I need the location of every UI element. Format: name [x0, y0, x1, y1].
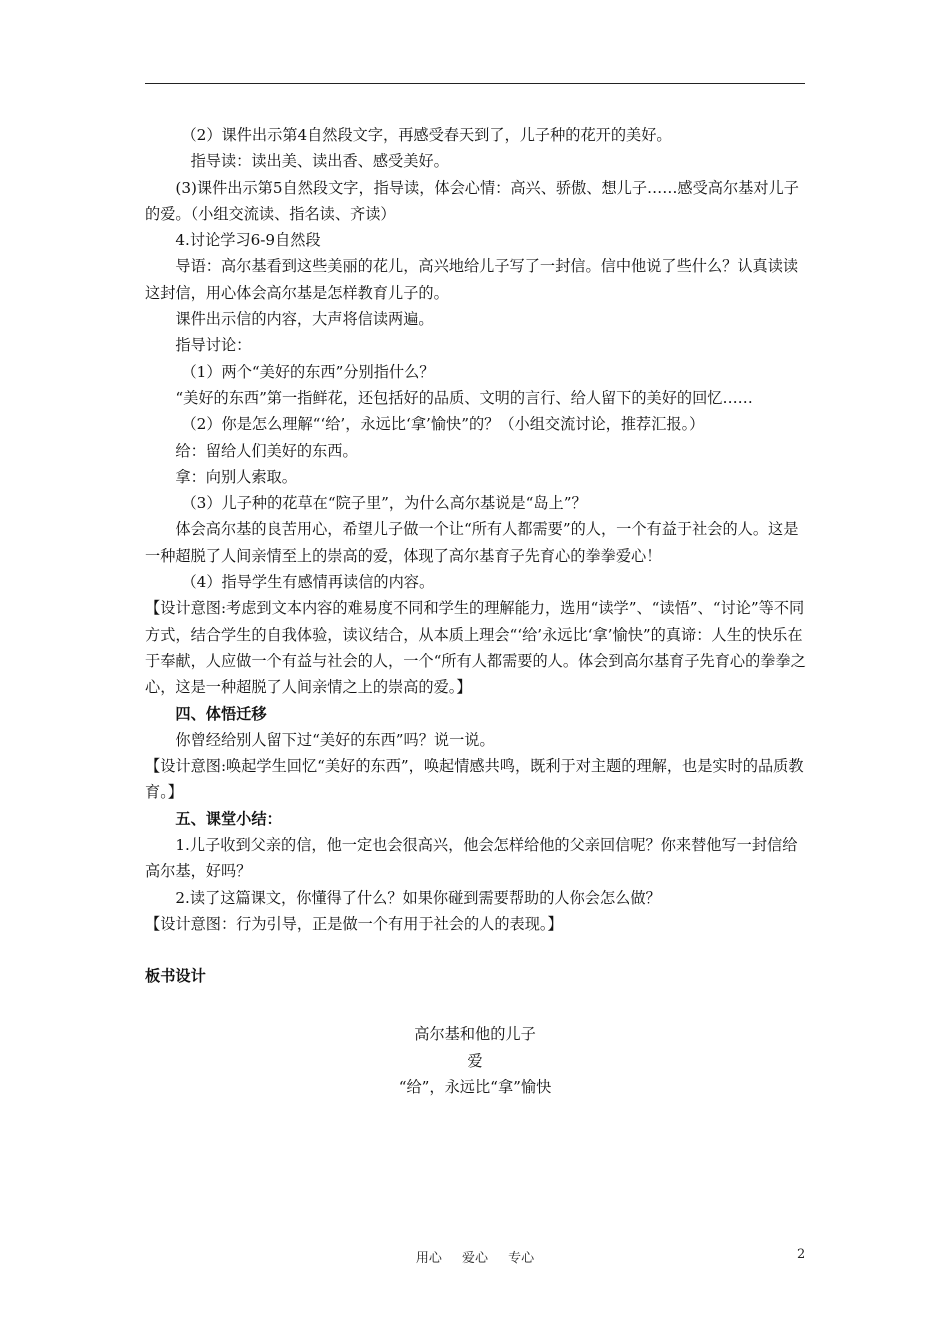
design-intent-note: 【设计意图:唤起学生回忆“美好的东西”，唤起情感共鸣，既利于对主题的理解，也是实时的品质教育。】	[145, 757, 804, 802]
paragraph: 指导讨论：	[175, 336, 252, 355]
board-line: “给”，永远比“拿”愉快	[398, 1078, 552, 1096]
section-heading: 4.讨论学习6-9自然段	[175, 231, 321, 250]
paragraph: “美好的东西”第一指鲜花，还包括好的品质、文明的言行、给人留下的美好的回忆……	[175, 388, 753, 407]
document-body	[145, 122, 807, 990]
paragraph: 拿：向别人索取。	[175, 467, 297, 486]
paragraph: （3）儿子种的花草在“院子里”，为什么高尔基说是“岛上”？	[181, 494, 587, 513]
paragraph: （1）两个“美好的东西”分别指什么？	[181, 362, 435, 381]
footer-motto: 专心	[508, 1251, 535, 1266]
footer-motto: 爱心	[461, 1251, 488, 1266]
paragraph: 课件出示信的内容，大声将信读两遍。	[175, 310, 434, 329]
page-number: 2	[797, 1247, 806, 1262]
design-intent-note: 【设计意图:考虑到文本内容的难易度不同和学生的理解能力，选用“读学”、“读悟”、“讨论”等不同方式，结合学生的自我体验，读议结合，从本质上理会“‘给’永远比‘拿’愉快”的真谛：人生的快乐在于奉献，人应做一个有益与社会的人，一个“所有人都需要的人。体会到高尔基育子先育心的拳拳之心，这是一种超脱了人间亲情之上的崇高的爱。】	[145, 599, 806, 697]
design-intent-note: 【设计意图：行为引导，正是做一个有用于社会的人的表现。】	[145, 914, 563, 933]
header-rule	[145, 83, 805, 84]
section-heading: 五、课堂小结：	[175, 809, 282, 828]
page-footer	[0, 1247, 950, 1266]
paragraph: 你曾经给别人留下过“美好的东西”吗？说一说。	[175, 730, 495, 749]
paragraph: 体会高尔基的良苦用心，希望儿子做一个让“所有人都需要”的人，一个有益于社会的人。这是一种超脱了人间亲情至上的崇高的爱，体现了高尔基育子先育心的拳拳爱心！	[145, 520, 799, 565]
paragraph: （2）你是怎么理解“‘给’，永远比‘拿’愉快”的？（小组交流讨论，推荐汇报。）	[181, 415, 705, 434]
footer-motto: 用心	[415, 1251, 442, 1266]
section-heading: 四、体悟迁移	[175, 704, 267, 723]
blackboard-design	[145, 1021, 805, 1101]
paragraph: 导语：高尔基看到这些美丽的花儿，高兴地给儿子写了一封信。信中他说了些什么？认真读读这封信，用心体会高尔基是怎样教育儿子的。	[145, 257, 799, 302]
paragraph: 给：留给人们美好的东西。	[175, 441, 358, 460]
paragraph: (3)课件出示第5自然段文字，指导读，体会心情：高兴、骄傲、想儿子……感受高尔基对儿子的爱。（小组交流读、指名读、齐读）	[145, 178, 799, 223]
board-design-heading: 板书设计	[145, 967, 206, 986]
paragraph: （2）课件出示第4自然段文字，再感受春天到了，儿子种的花开的美好。	[181, 126, 672, 144]
paragraph: 1.儿子收到父亲的信，他一定也会很高兴，他会怎样给他的父亲回信呢？你来替他写一封信给高尔基，好吗？	[145, 836, 798, 881]
paragraph: 2.读了这篇课文，你懂得了什么？如果你碰到需要帮助的人你会怎么做？	[175, 888, 661, 907]
board-line: 爱	[467, 1051, 483, 1070]
board-title: 高尔基和他的儿子	[414, 1025, 536, 1043]
paragraph: （4）指导学生有感情再读信的内容。	[181, 573, 435, 592]
paragraph: 指导读：读出美、读出香、感受美好。	[190, 152, 449, 171]
